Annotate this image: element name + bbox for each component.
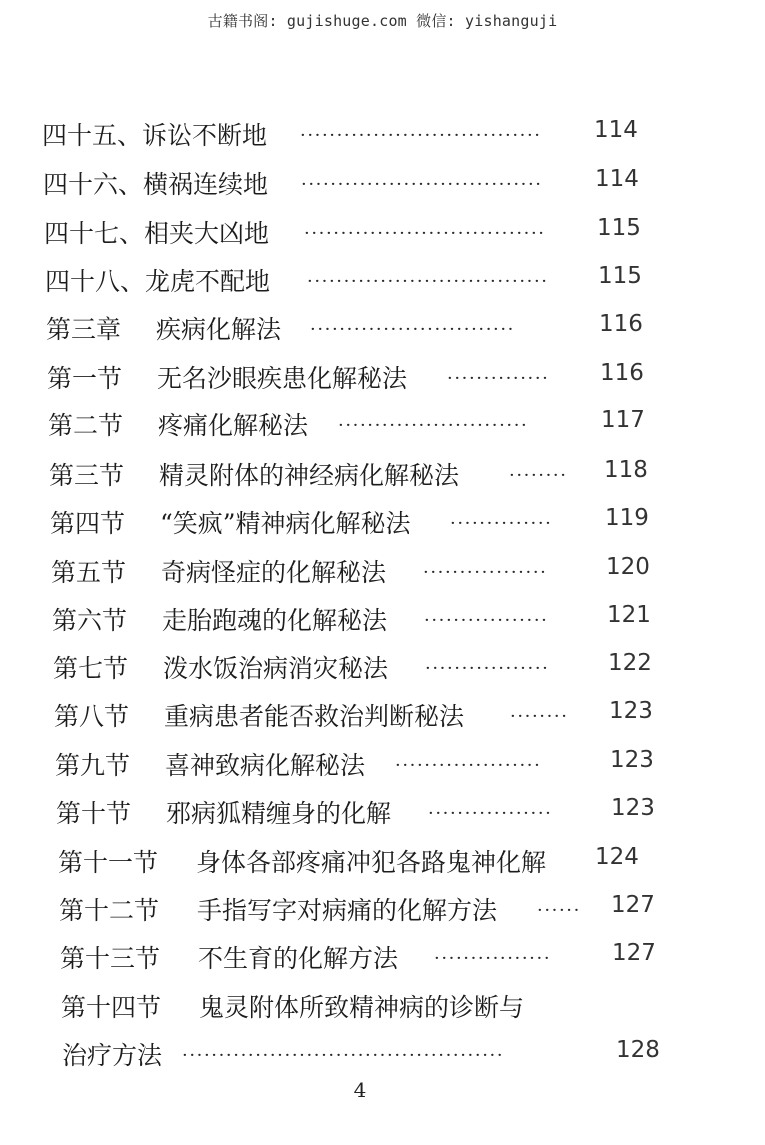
- toc-entry: [51, 553, 661, 593]
- toc-chapter-number: 第八节: [54, 702, 130, 731]
- toc-page-number: 115: [597, 215, 641, 241]
- toc-entry: [49, 456, 659, 496]
- toc-entry-label: [55, 746, 365, 786]
- toc-entry: [60, 939, 700, 979]
- toc-entry: [47, 359, 657, 399]
- toc-entry: [52, 601, 662, 641]
- toc-entry: [59, 891, 699, 931]
- toc-entry-title: 疾病化解法: [156, 315, 282, 344]
- toc-leader-dots: ··············: [447, 368, 550, 389]
- toc-entry-title: 邪病狐精缠身的化解: [166, 799, 392, 828]
- toc-leader-dots: ········: [509, 465, 568, 486]
- toc-entry-label: [59, 891, 497, 931]
- toc-entry-label: [61, 988, 524, 1028]
- toc-page-number: 117: [601, 407, 645, 433]
- toc-leader-dots: ·································: [301, 174, 543, 195]
- toc-chapter-number: 第三章: [46, 315, 122, 344]
- toc-entry-label: [54, 697, 464, 737]
- toc-entry-label: [60, 939, 398, 979]
- toc-leader-dots: ······: [537, 900, 581, 921]
- toc-entry-label: [52, 601, 387, 641]
- toc-entry: [61, 988, 701, 1028]
- toc-leader-dots: ················: [434, 948, 552, 969]
- toc-entry-label: [58, 843, 546, 883]
- toc-chapter-number: 第六节: [52, 606, 128, 635]
- toc-entry-title: 重病患者能否救治判断秘法: [164, 702, 465, 731]
- toc-page-number: 115: [598, 263, 642, 289]
- toc-entry: [45, 262, 645, 302]
- toc-page-number: 127: [612, 940, 656, 966]
- toc-page-number: 114: [595, 166, 639, 192]
- page-number: 4: [353, 1078, 367, 1102]
- toc-entry-title: 身体各部疼痛冲犯各路鬼神化解: [196, 848, 547, 877]
- toc-entry-title: “笑疯”精神病化解秘法: [160, 509, 411, 538]
- toc-chapter-number: 第四节: [50, 509, 126, 538]
- toc-entry-title: 四十五、诉讼不断地: [42, 121, 268, 150]
- toc-entry: [62, 1036, 702, 1076]
- toc-entry-title: 喜神致病化解秘法: [165, 751, 366, 780]
- toc-entry-title: 四十六、横祸连续地: [43, 170, 269, 199]
- watermark-header: 古籍书阁: gujishuge.com 微信: yishanguji: [207, 12, 558, 30]
- toc-page-number: 123: [611, 795, 655, 821]
- toc-entry-label: [53, 649, 388, 689]
- toc-page-number: 118: [604, 457, 648, 483]
- toc-entry-label: [56, 794, 391, 834]
- toc-leader-dots: ·································: [307, 271, 549, 292]
- toc-entry-title: 手指写字对病痛的化解方法: [197, 896, 498, 925]
- toc-entry: [48, 406, 658, 446]
- toc-entry: [46, 310, 656, 350]
- toc-leader-dots: ········: [510, 706, 569, 727]
- toc-page-number: 124: [595, 844, 639, 870]
- toc-page-number: 116: [600, 360, 644, 386]
- toc-chapter-number: 第九节: [55, 751, 131, 780]
- toc-entry-title: 鬼灵附体所致精神病的诊断与: [199, 993, 525, 1022]
- toc-leader-dots: ·································: [304, 223, 546, 244]
- toc-entry-title: 四十七、相夹大凶地: [44, 219, 270, 248]
- toc-chapter-number: 第十二节: [59, 896, 160, 925]
- toc-entry-label: [49, 456, 459, 496]
- toc-leader-dots: ····················: [395, 755, 542, 776]
- toc-page-number: 114: [594, 117, 638, 143]
- toc-leader-dots: ············································: [182, 1045, 505, 1066]
- toc-entry-label: [46, 310, 281, 350]
- toc-entry-title: 走胎跑魂的化解秘法: [162, 606, 388, 635]
- toc-page-number: 123: [609, 698, 653, 724]
- toc-chapter-number: 第一节: [47, 364, 123, 393]
- toc-entry-title: 四十八、龙虎不配地: [45, 267, 271, 296]
- toc-entry: [53, 649, 663, 689]
- toc-entry-title: 不生育的化解方法: [198, 944, 399, 973]
- toc-page-number: 121: [607, 602, 651, 628]
- toc-leader-dots: ·················: [423, 562, 548, 583]
- toc-chapter-number: 第七节: [53, 654, 129, 683]
- toc-entry-title: 疼痛化解秘法: [158, 411, 309, 440]
- toc-entry-label: [50, 504, 411, 544]
- toc-chapter-number: 第二节: [48, 411, 124, 440]
- toc-entry: [54, 697, 664, 737]
- toc-leader-dots: ·················: [424, 610, 549, 631]
- toc-entry-label: [51, 553, 386, 593]
- toc-leader-dots: ··············: [450, 513, 553, 534]
- toc-entry-title: 奇病怪症的化解秘法: [161, 558, 387, 587]
- toc-page-number: 127: [611, 892, 655, 918]
- toc-leader-dots: ····························: [310, 319, 516, 340]
- toc-chapter-number: 第十一节: [58, 848, 159, 877]
- toc-page-number: 116: [599, 311, 643, 337]
- toc-entry: [42, 116, 642, 156]
- toc-leader-dots: ·················: [428, 803, 553, 824]
- toc-chapter-number: 第十节: [56, 799, 132, 828]
- toc-leader-dots: ·················: [425, 658, 550, 679]
- toc-page-number: 123: [610, 747, 654, 773]
- toc-entry: [56, 794, 666, 834]
- toc-entry: [58, 843, 698, 883]
- toc-entry-title: 泼水饭治病消灾秘法: [163, 654, 389, 683]
- toc-entry-title: 治疗方法: [62, 1041, 163, 1070]
- toc-page-number: 128: [616, 1037, 660, 1063]
- toc-leader-dots: ··························: [338, 415, 529, 436]
- toc-entry: [44, 214, 644, 254]
- toc-chapter-number: 第十四节: [61, 993, 162, 1022]
- toc-entry-label: [48, 406, 308, 446]
- toc-page-number: 122: [608, 650, 652, 676]
- toc-entry-title: 精灵附体的神经病化解秘法: [159, 461, 460, 490]
- toc-chapter-number: 第五节: [51, 558, 127, 587]
- toc-leader-dots: ·································: [300, 125, 542, 146]
- toc-entry-label: [47, 359, 407, 399]
- toc-page-number: 119: [605, 505, 649, 531]
- toc-entry: [50, 504, 660, 544]
- toc-chapter-number: 第十三节: [60, 944, 161, 973]
- toc-entry-title: 无名沙眼疾患化解秘法: [157, 364, 408, 393]
- toc-entry: [43, 165, 643, 205]
- toc-chapter-number: 第三节: [49, 461, 125, 490]
- toc-page-number: 120: [606, 554, 650, 580]
- toc-entry: [55, 746, 665, 786]
